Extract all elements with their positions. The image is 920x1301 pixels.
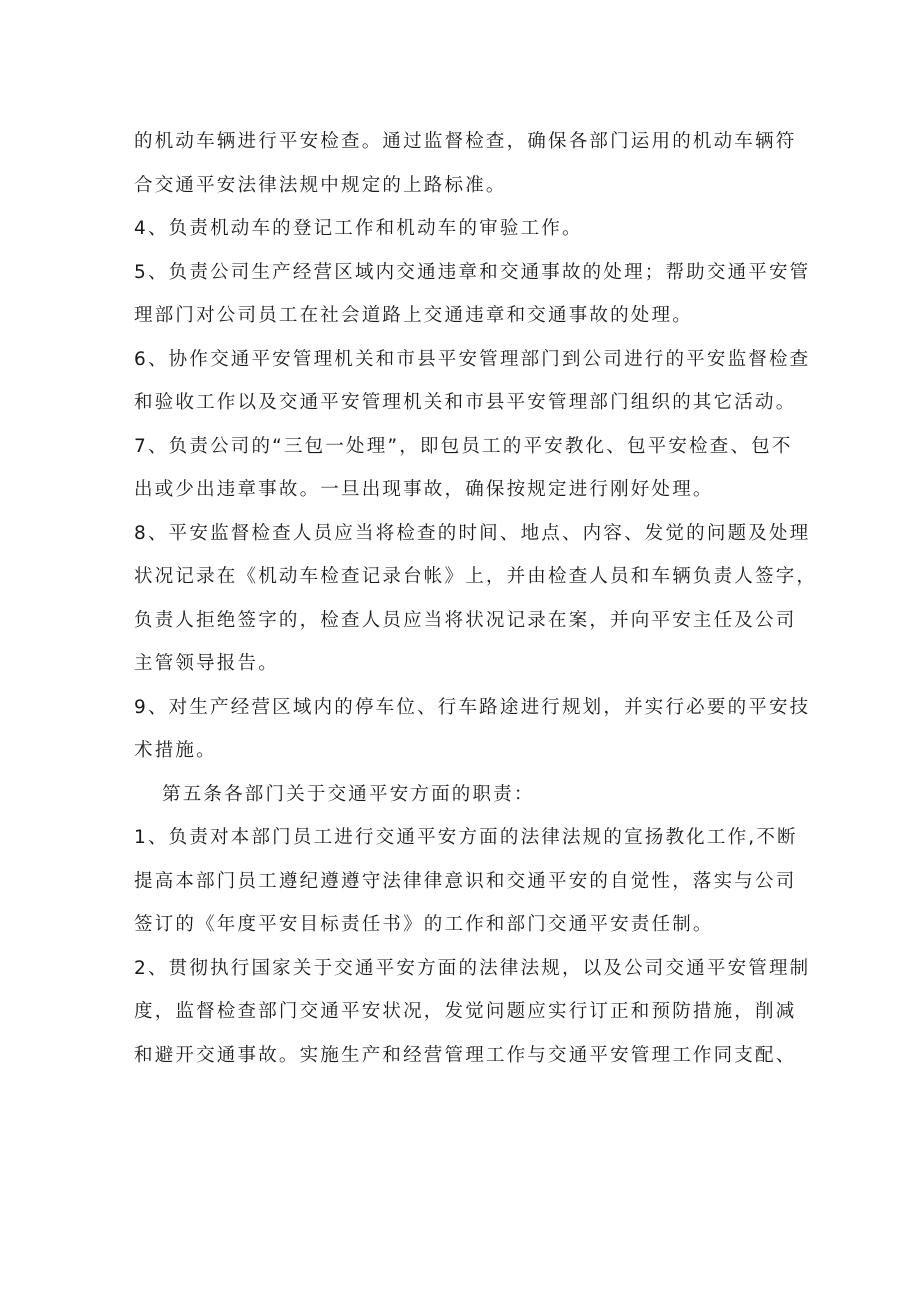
text-line: 9、对生产经营区域内的停车位、行车路途进行规划，并实行必要的平安技 (134, 696, 811, 718)
text-line: 1、负责对本部门员工进行交通平安方面的法律法规的宣扬教化工作,不断 (134, 827, 798, 848)
text-line: 7、负责公司的“三包一处理”，即包员工的平安教化、包平安检查、包不 (134, 435, 793, 457)
text-line: 理部门对公司员工在社会道路上交通违章和交通事故的处理。 (134, 305, 693, 326)
text-line: 8、平安监督检查人员应当将检查的时间、地点、内容、发觉的问题及处理 (134, 522, 811, 544)
text-line: 6、协作交通平安管理机关和市县平安管理部门到公司进行的平安监督检查 (134, 348, 811, 370)
text-line: 和避开交通事故。实施生产和经营管理工作与交通平安管理工作同支配、 (134, 1044, 797, 1066)
text-line: 的机动车辆进行平安检查。通过监督检查，确保各部门运用的机动车辆符 (134, 131, 797, 152)
text-line: 术措施。 (134, 740, 217, 761)
text-line: 提高本部门员工遵纪遵遵守法律律意识和交通平安的自觉性，落实与公司 (134, 870, 797, 892)
text-line: 第五条各部门关于交通平安方面的职责： (162, 783, 535, 805)
text-line: 和验收工作以及交通平安管理机关和市县平安管理部门组织的其它活动。 (134, 392, 797, 413)
text-line: 合交通平安法律法规中规定的上路标准。 (134, 174, 507, 196)
text-line: 度，监督检查部门交通平安状况，发觉问题应实行订正和预防措施，削减 (134, 1001, 797, 1022)
document-body (134, 120, 818, 1077)
text-line: 出或少出违章事故。一旦出现事故，确保按规定进行刚好处理。 (134, 479, 714, 500)
text-line: 5、负责公司生产经营区域内交通违章和交通事故的处理；帮助交通平安管 (134, 261, 811, 283)
text-line: 负责人拒绝签字的，检查人员应当将状况记录在案，并向平安主任及公司 (134, 609, 797, 631)
text-line: 签订的《年度平安目标责任书》的工作和部门交通平安责任制。 (134, 914, 714, 935)
text-line: 2、贯彻执行国家关于交通平安方面的法律法规，以及公司交通平安管理制 (134, 957, 811, 979)
text-line: 主管领导报告。 (134, 653, 279, 674)
text-line: 4、负责机动车的登记工作和机动车的审验工作。 (134, 218, 583, 239)
text-line: 状况记录在《机动车检查记录台帐》上，并由检查人员和车辆负责人签字， (134, 566, 818, 587)
